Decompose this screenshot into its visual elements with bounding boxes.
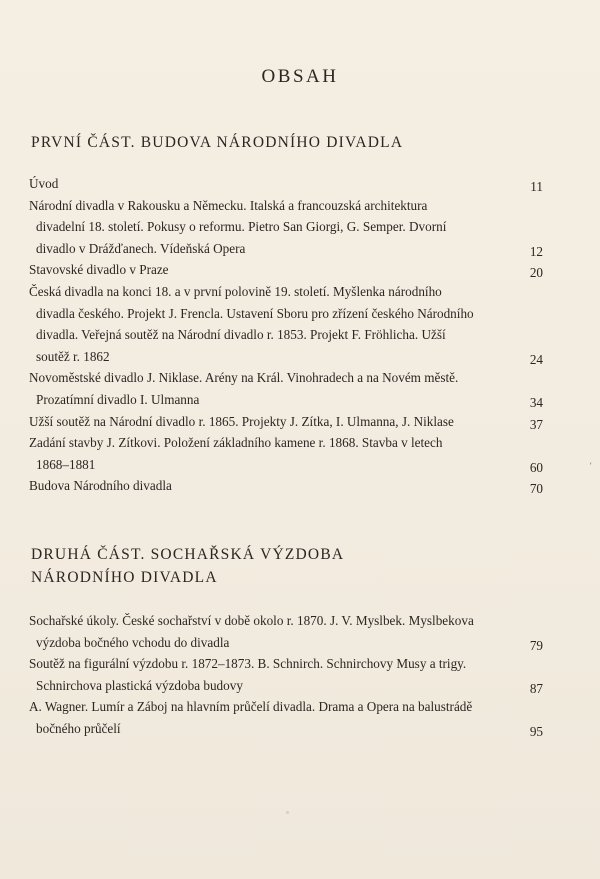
toc-entry-title: Zadání stavby J. Zítkovi. Položení základního kamene r. 1868. Stavba v letech 1868–1881	[29, 435, 443, 472]
section-heading-1	[31, 131, 403, 154]
toc-entry-page: 24	[529, 351, 543, 367]
toc-entry-page: 12	[529, 243, 543, 259]
toc-entry-page: 60	[529, 459, 543, 475]
margin-mark: ‘	[589, 462, 592, 472]
toc-entry[interactable]	[29, 367, 574, 410]
toc-entry[interactable]	[29, 195, 574, 260]
toc-entry-title: Stavovské divadlo v Praze	[29, 262, 169, 278]
toc-entry-title: Úvod	[29, 176, 59, 191]
toc-entry-title: Národní divadla v Rakousku a Německu. Italská a francouzská architektura divadelní 18. století. Pokusy o reformu. Pietro San Giorgi, G. Semper. Dvorní divadlo v Drážďanech. Vídeňská Opera	[29, 197, 447, 256]
toc-entry-title: Soutěž na figurální výzdobu r. 1872–1873. B. Schnirch. Schnirchovy Musy a trigy. Schnirchova plastická výzdoba budovy	[29, 656, 467, 693]
toc-entry[interactable]	[29, 259, 574, 281]
toc-list-part-2	[29, 610, 574, 740]
toc-entry[interactable]	[29, 411, 574, 433]
section-heading-line: DRUHÁ ČÁST. SOCHAŘSKÁ VÝZDOBA	[31, 546, 345, 563]
toc-entry[interactable]	[29, 475, 574, 497]
section-heading-line: NÁRODNÍHO DIVADLA	[31, 569, 218, 586]
paper-speck	[286, 811, 289, 814]
toc-entry[interactable]	[29, 281, 574, 367]
toc-list-part-1	[29, 173, 574, 497]
toc-entry[interactable]	[29, 653, 574, 696]
toc-entry-page: 11	[530, 179, 543, 194]
toc-entry-title: Budova Národního divadla	[29, 478, 172, 494]
toc-entry-page: 37	[529, 416, 543, 432]
toc-entry[interactable]	[29, 432, 574, 475]
section-heading-line: PRVNÍ ČÁST. BUDOVA NÁRODNÍHO DIVADLA	[31, 134, 404, 151]
toc-entry-title: Sochařské úkoly. České sochařství v době okolo r. 1870. J. V. Myslbek. Myslbekova výzdoba bočného vchodu do divadla	[29, 613, 474, 650]
toc-entry-title: Užší soutěž na Národní divadlo r. 1865. Projekty J. Zítka, I. Ulmanna, J. Niklase	[29, 413, 454, 429]
toc-entry-page: 87	[529, 680, 543, 696]
toc-entry-title: Česká divadla na konci 18. a v první polovině 19. století. Myšlenka národního divadla českého. Projekt J. Frencla. Ustavení Sboru pro zřízení českého Národního divadla. Veřejná soutěž na Národní divadlo r. 1853. Projekt F. Fröhlicha. Užší soutěž r. 1862	[29, 283, 474, 364]
toc-entry[interactable]	[29, 696, 574, 739]
toc-entry-page: 20	[529, 265, 543, 281]
toc-entry-page: 95	[529, 723, 543, 739]
toc-entry[interactable]	[29, 610, 574, 653]
toc-entry-page: 70	[529, 481, 543, 497]
toc-entry-title: Novoměstské divadlo J. Niklase. Arény na Král. Vinohradech a na Novém městě. Prozatímní divadlo I. Ulmanna	[29, 370, 459, 407]
page-title: OBSAH	[261, 66, 339, 87]
section-heading-2	[31, 543, 344, 589]
toc-entry[interactable]	[29, 173, 574, 195]
toc-entry-page: 34	[529, 394, 543, 410]
toc-entry-title: A. Wagner. Lumír a Záboj na hlavním průčelí divadla. Drama a Opera na balustrádě bočného průčelí	[29, 699, 473, 736]
toc-entry-page: 79	[529, 637, 543, 653]
